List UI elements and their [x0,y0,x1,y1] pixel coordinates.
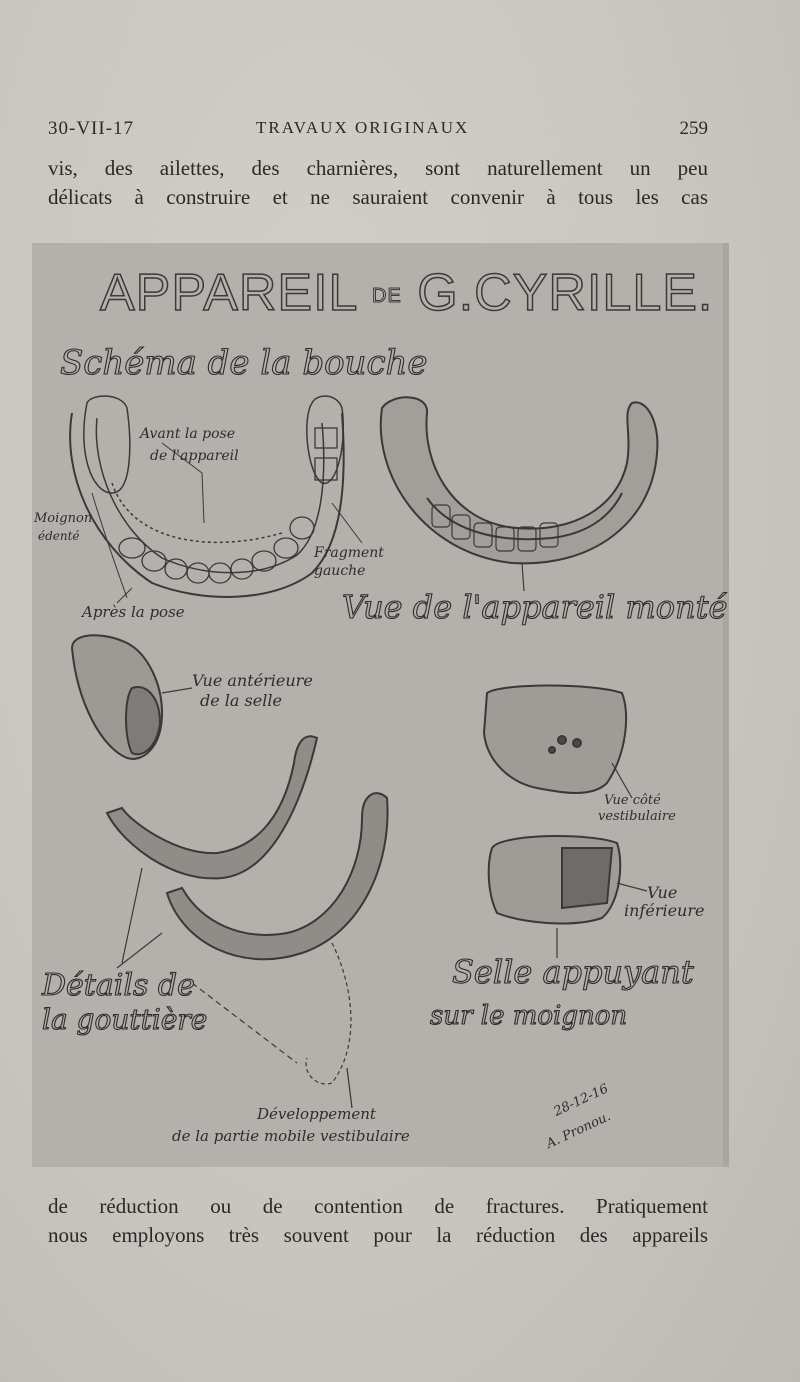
label-fragment: Fragment [314,545,384,561]
label-vue-cote: Vue côté [604,793,661,808]
label-details: Détails de [42,968,195,1003]
label-vue-inferieure: Vue [647,883,678,902]
label-vue-cote: vestibulaire [598,809,676,824]
label-schema: Schéma de la bouche [60,343,428,383]
header-date: 30-VII-17 [48,118,135,139]
figure-title [100,263,713,323]
figure-plate [32,243,729,1167]
saddle-inferior-drawing [489,836,647,958]
running-header [48,118,708,148]
label-moignon: édenté [38,529,80,543]
page-number: 259 [679,118,708,139]
label-avant: de l'appareil [150,448,239,464]
label-developpement: Développement [257,1105,376,1123]
label-selle: Selle appuyant [452,953,694,991]
gutter-details-drawing [107,736,388,1108]
text-line: délicats à construire et ne sauraient convenir à tous les cas [48,185,708,209]
label-avant: Avant la pose [140,426,236,442]
label-vue-inferieure: inférieure [624,901,705,920]
saddle-anterior-drawing [72,635,192,759]
header-section-title: TRAVAUX ORIGINAUX [256,118,470,137]
text-line: vis, des ailettes, des charnières, sont naturellement un peu [48,156,708,180]
label-fragment: gauche [314,563,366,579]
label-vue-anterieure: Vue antérieure [192,671,313,690]
body-text-bottom [48,1192,708,1250]
label-details: la gouttière [42,1003,208,1036]
body-text-top [48,154,708,212]
text-line: de réduction ou de contention de fractures. Pratiquement [48,1194,708,1218]
label-vue-anterieure: de la selle [200,691,282,710]
figure-title-part: APPAREIL [100,264,357,322]
figure-title-part: G.CYRILLE. [417,264,714,322]
label-vue-monte: Vue de l'appareil monté [342,588,728,626]
label-developpement: de la partie mobile vestibulaire [172,1127,410,1145]
text-line: nous employons très souvent pour la réduction des appareils [48,1223,708,1247]
label-selle: sur le moignon [430,1001,628,1031]
figure-title-part: DE [372,284,402,307]
mounted-appliance-drawing [381,397,658,591]
label-apres: Après la pose [82,603,185,621]
label-date: 28-12-16 [551,1081,611,1120]
artist-signature: A. Pronou. [544,1109,614,1152]
saddle-vestibular-drawing [484,686,632,799]
label-moignon: Moignon [34,511,93,526]
